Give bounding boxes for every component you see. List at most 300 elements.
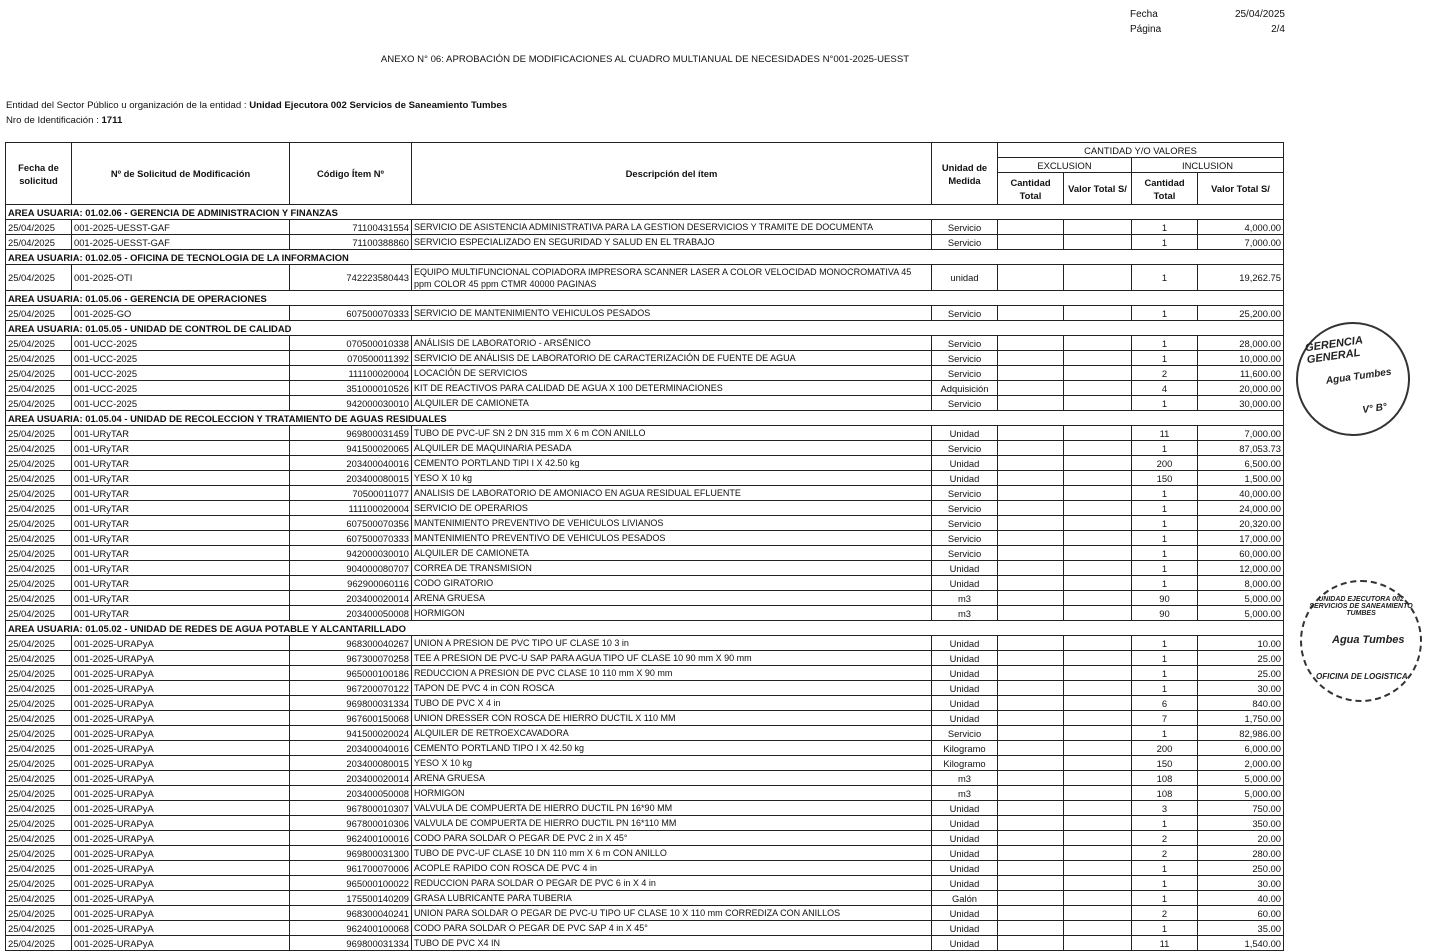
cell-solicitud: 001-UCC-2025 — [72, 396, 290, 411]
cell-incl-valor: 24,000.00 — [1198, 501, 1284, 516]
cell-unidad: Unidad — [932, 846, 998, 861]
cell-excl-cantidad — [998, 591, 1064, 606]
cell-incl-valor: 25.00 — [1198, 666, 1284, 681]
cell-excl-valor — [1064, 591, 1132, 606]
cell-incl-valor: 5,000.00 — [1198, 591, 1284, 606]
cell-descripcion: ALQUILER DE CAMIONETA — [412, 396, 932, 411]
cell-descripcion: ALQUILER DE RETROEXCAVADORA — [412, 726, 932, 741]
cell-solicitud: 001-2025-URAPyA — [72, 636, 290, 651]
cell-codigo: 070500011392 — [290, 351, 412, 366]
cell-descripcion: SERVICIO DE ANÁLISIS DE LABORATORIO DE CARACTERIZACIÓN DE FUENTE DE AGUA — [412, 351, 932, 366]
cell-solicitud: 001-2025-URAPyA — [72, 831, 290, 846]
cell-unidad: Unidad — [932, 471, 998, 486]
cell-solicitud: 001-2025-URAPyA — [72, 801, 290, 816]
cell-excl-valor — [1064, 441, 1132, 456]
stamp2-text: UNIDAD EJECUTORA 002 SERVICIOS DE SANEAMIENTO TUMBES — [1309, 596, 1413, 617]
cell-excl-valor — [1064, 921, 1132, 936]
document-title: ANEXO N° 06: APROBACIÓN DE MODIFICACIONES AL CUADRO MULTIANUAL DE NECESIDADES N°001-2025-UESST — [380, 54, 910, 65]
cell-incl-cantidad: 1 — [1132, 516, 1198, 531]
stamp1-text: GERENCIA GENERAL — [1304, 334, 1364, 367]
col-solicitud: Nº de Solicitud de Modificación — [72, 143, 290, 205]
table-row — [6, 831, 1284, 846]
col-incl-cantidad: Cantidad Total — [1132, 173, 1198, 205]
cell-fecha: 25/04/2025 — [6, 381, 72, 396]
cell-excl-cantidad — [998, 846, 1064, 861]
cell-unidad: Unidad — [932, 456, 998, 471]
cell-incl-cantidad: 1 — [1132, 220, 1198, 235]
cell-solicitud: 001-URyTAR — [72, 426, 290, 441]
table-row — [6, 531, 1284, 546]
cell-codigo: 70500011077 — [290, 486, 412, 501]
cell-unidad: Unidad — [932, 936, 998, 951]
cell-excl-valor — [1064, 471, 1132, 486]
cell-solicitud: 001-URyTAR — [72, 486, 290, 501]
cell-fecha: 25/04/2025 — [6, 501, 72, 516]
cell-descripcion: CEMENTO PORTLAND TIPI I X 42.50 kg — [412, 456, 932, 471]
cell-descripcion: CEMENTO PORTLAND TIPO I X 42.50 kg — [412, 741, 932, 756]
cell-codigo: 962400100016 — [290, 831, 412, 846]
col-excl-valor: Valor Total S/ — [1064, 173, 1132, 205]
cell-unidad: Unidad — [932, 651, 998, 666]
cell-solicitud: 001-2025-UESST-GAF — [72, 235, 290, 250]
cell-incl-valor: 30.00 — [1198, 681, 1284, 696]
cell-solicitud: 001-2025-GO — [72, 306, 290, 321]
cell-unidad: Servicio — [932, 726, 998, 741]
cell-codigo: 967800010307 — [290, 801, 412, 816]
cell-codigo: 968300040267 — [290, 636, 412, 651]
cell-excl-valor — [1064, 771, 1132, 786]
cell-fecha: 25/04/2025 — [6, 546, 72, 561]
cell-codigo: 111100020004 — [290, 501, 412, 516]
cell-solicitud: 001-UCC-2025 — [72, 336, 290, 351]
cell-excl-cantidad — [998, 861, 1064, 876]
cell-excl-valor — [1064, 936, 1132, 951]
cell-incl-cantidad: 200 — [1132, 456, 1198, 471]
cell-excl-cantidad — [998, 220, 1064, 235]
cell-excl-valor — [1064, 681, 1132, 696]
table-row — [6, 726, 1284, 741]
cell-codigo: 070500010338 — [290, 336, 412, 351]
cell-incl-valor: 8,000.00 — [1198, 576, 1284, 591]
cell-unidad: Servicio — [932, 441, 998, 456]
gerencia-general-stamp — [1289, 315, 1418, 444]
cell-descripcion: MANTENIMIENTO PREVENTIVO DE VEHICULOS LIVIANOS — [412, 516, 932, 531]
cell-descripcion: TUBO DE PVC X 4 in — [412, 696, 932, 711]
cell-descripcion: LOCACIÓN DE SERVICIOS — [412, 366, 932, 381]
table-row — [6, 861, 1284, 876]
table-row — [6, 306, 1284, 321]
table-row — [6, 846, 1284, 861]
cell-incl-valor: 280.00 — [1198, 846, 1284, 861]
cell-codigo: 203400040016 — [290, 741, 412, 756]
cell-codigo: 967600150068 — [290, 711, 412, 726]
cell-fecha: 25/04/2025 — [6, 306, 72, 321]
cell-unidad: m3 — [932, 606, 998, 621]
cell-incl-valor: 87,053.73 — [1198, 441, 1284, 456]
cell-descripcion: CODO PARA SOLDAR O PEGAR DE PVC 2 in X 45° — [412, 831, 932, 846]
cell-solicitud: 001-2025-URAPyA — [72, 651, 290, 666]
cell-codigo: 969800031334 — [290, 696, 412, 711]
cell-incl-valor: 17,000.00 — [1198, 531, 1284, 546]
table-row — [6, 516, 1284, 531]
cell-incl-valor: 6,500.00 — [1198, 456, 1284, 471]
cell-solicitud: 001-2025-UESST-GAF — [72, 220, 290, 235]
cell-incl-valor: 60.00 — [1198, 906, 1284, 921]
id-value: 1711 — [101, 115, 123, 126]
table-row — [6, 426, 1284, 441]
cell-incl-valor: 2,000.00 — [1198, 756, 1284, 771]
cell-fecha: 25/04/2025 — [6, 771, 72, 786]
cell-incl-cantidad: 1 — [1132, 531, 1198, 546]
cell-solicitud: 001-2025-URAPyA — [72, 891, 290, 906]
cell-excl-valor — [1064, 756, 1132, 771]
cell-excl-valor — [1064, 666, 1132, 681]
cell-solicitud: 001-URyTAR — [72, 606, 290, 621]
cell-incl-cantidad: 1 — [1132, 265, 1198, 291]
cell-excl-cantidad — [998, 756, 1064, 771]
cell-excl-valor — [1064, 235, 1132, 250]
cell-incl-valor: 30.00 — [1198, 876, 1284, 891]
cell-descripcion: YESO X 10 kg — [412, 756, 932, 771]
cell-incl-valor: 5,000.00 — [1198, 606, 1284, 621]
table-row — [6, 576, 1284, 591]
cell-codigo: 203400050008 — [290, 606, 412, 621]
cell-descripcion: REDUCCION PARA SOLDAR O PEGAR DE PVC 6 in X 4 in — [412, 876, 932, 891]
cell-fecha: 25/04/2025 — [6, 726, 72, 741]
cell-solicitud: 001-2025-URAPyA — [72, 726, 290, 741]
page-meta — [1130, 9, 1285, 39]
cell-fecha: 25/04/2025 — [6, 756, 72, 771]
cell-solicitud: 001-2025-URAPyA — [72, 816, 290, 831]
cell-excl-valor — [1064, 816, 1132, 831]
cell-excl-valor — [1064, 831, 1132, 846]
col-exclusion: EXCLUSION — [998, 158, 1132, 173]
cell-incl-cantidad: 2 — [1132, 831, 1198, 846]
cell-incl-valor: 60,000.00 — [1198, 546, 1284, 561]
cell-unidad: Unidad — [932, 831, 998, 846]
cell-fecha: 25/04/2025 — [6, 516, 72, 531]
cell-excl-cantidad — [998, 651, 1064, 666]
cell-codigo: 71100388860 — [290, 235, 412, 250]
cell-solicitud: 001-URyTAR — [72, 501, 290, 516]
cell-excl-valor — [1064, 486, 1132, 501]
cell-fecha: 25/04/2025 — [6, 876, 72, 891]
cell-descripcion: VALVULA DE COMPUERTA DE HIERRO DUCTIL PN 16*110 MM — [412, 816, 932, 831]
cell-excl-valor — [1064, 786, 1132, 801]
cell-excl-cantidad — [998, 471, 1064, 486]
cell-unidad: Unidad — [932, 816, 998, 831]
cell-codigo: 967800010306 — [290, 816, 412, 831]
cell-codigo: 203400040016 — [290, 456, 412, 471]
cell-codigo: 967200070122 — [290, 681, 412, 696]
cell-unidad: m3 — [932, 591, 998, 606]
cell-fecha: 25/04/2025 — [6, 531, 72, 546]
cell-unidad: Servicio — [932, 336, 998, 351]
entity-info — [6, 98, 507, 128]
cell-incl-valor: 40,000.00 — [1198, 486, 1284, 501]
cell-excl-cantidad — [998, 921, 1064, 936]
cell-incl-valor: 5,000.00 — [1198, 771, 1284, 786]
cell-incl-cantidad: 108 — [1132, 786, 1198, 801]
fecha-value: 25/04/2025 — [1234, 9, 1285, 20]
cell-codigo: 607500070356 — [290, 516, 412, 531]
cell-codigo: 941500020065 — [290, 441, 412, 456]
table-row — [6, 816, 1284, 831]
cell-fecha: 25/04/2025 — [6, 786, 72, 801]
cell-incl-valor: 750.00 — [1198, 801, 1284, 816]
cell-solicitud: 001-UCC-2025 — [72, 366, 290, 381]
cell-fecha: 25/04/2025 — [6, 831, 72, 846]
cell-descripcion: CORREA DE TRANSMISION — [412, 561, 932, 576]
cell-excl-cantidad — [998, 265, 1064, 291]
cell-unidad: Unidad — [932, 561, 998, 576]
cell-incl-valor: 7,000.00 — [1198, 235, 1284, 250]
cell-descripcion: CODO GIRATORIO — [412, 576, 932, 591]
cell-descripcion: TUBO DE PVC-UF SN 2 DN 315 mm X 6 m CON ANILLO — [412, 426, 932, 441]
cell-descripcion: KIT DE REACTIVOS PARA CALIDAD DE AGUA X 100 DETERMINACIONES — [412, 381, 932, 396]
cell-incl-valor: 7,000.00 — [1198, 426, 1284, 441]
cell-excl-valor — [1064, 426, 1132, 441]
cell-codigo: 962400100068 — [290, 921, 412, 936]
cell-fecha: 25/04/2025 — [6, 681, 72, 696]
cell-excl-cantidad — [998, 426, 1064, 441]
cell-unidad: Unidad — [932, 801, 998, 816]
cell-unidad: Unidad — [932, 636, 998, 651]
cell-incl-cantidad: 1 — [1132, 501, 1198, 516]
pagina-value: 2/4 — [1271, 24, 1285, 35]
cell-excl-valor — [1064, 876, 1132, 891]
cell-excl-cantidad — [998, 336, 1064, 351]
cell-solicitud: 001-URyTAR — [72, 441, 290, 456]
cell-excl-cantidad — [998, 531, 1064, 546]
cell-excl-cantidad — [998, 936, 1064, 951]
cell-excl-valor — [1064, 861, 1132, 876]
cell-fecha: 25/04/2025 — [6, 936, 72, 951]
cell-incl-valor: 250.00 — [1198, 861, 1284, 876]
cell-unidad: Unidad — [932, 861, 998, 876]
cell-excl-valor — [1064, 891, 1132, 906]
cell-descripcion: SERVICIO DE MANTENIMIENTO VEHICULOS PESADOS — [412, 306, 932, 321]
cell-incl-cantidad: 1 — [1132, 921, 1198, 936]
cell-incl-cantidad: 108 — [1132, 771, 1198, 786]
cell-incl-valor: 12,000.00 — [1198, 561, 1284, 576]
cell-unidad: Servicio — [932, 486, 998, 501]
cell-codigo: 904000080707 — [290, 561, 412, 576]
table-row — [6, 546, 1284, 561]
table-row — [6, 561, 1284, 576]
needs-table — [5, 142, 1284, 951]
cell-descripcion: UNION PARA SOLDAR O PEGAR DE PVC-U TIPO UF CLASE 10 X 110 mm CORREDIZA CON ANILLOS — [412, 906, 932, 921]
cell-excl-valor — [1064, 726, 1132, 741]
table-row — [6, 591, 1284, 606]
cell-fecha: 25/04/2025 — [6, 696, 72, 711]
cell-incl-cantidad: 4 — [1132, 381, 1198, 396]
cell-unidad: m3 — [932, 786, 998, 801]
table-row — [6, 636, 1284, 651]
cell-solicitud: 001-2025-OTI — [72, 265, 290, 291]
cell-solicitud: 001-URyTAR — [72, 591, 290, 606]
cell-unidad: Kilogramo — [932, 756, 998, 771]
cell-incl-cantidad: 1 — [1132, 441, 1198, 456]
cell-codigo: 969800031300 — [290, 846, 412, 861]
cell-fecha: 25/04/2025 — [6, 861, 72, 876]
fecha-label: Fecha — [1130, 9, 1158, 20]
cell-excl-valor — [1064, 381, 1132, 396]
area-label: AREA USUARIA: 01.02.05 - OFICINA DE TECNOLOGIA DE LA INFORMACION — [6, 250, 1284, 265]
cell-solicitud: 001-2025-URAPyA — [72, 711, 290, 726]
cell-unidad: m3 — [932, 771, 998, 786]
cell-excl-cantidad — [998, 576, 1064, 591]
cell-codigo: 969800031334 — [290, 936, 412, 951]
cell-descripcion: MANTENIMIENTO PREVENTIVO DE VEHICULOS PESADOS — [412, 531, 932, 546]
table-row — [6, 651, 1284, 666]
cell-incl-valor: 35.00 — [1198, 921, 1284, 936]
cell-incl-cantidad: 1 — [1132, 546, 1198, 561]
table-row — [6, 381, 1284, 396]
cell-fecha: 25/04/2025 — [6, 651, 72, 666]
table-row — [6, 471, 1284, 486]
area-label: AREA USUARIA: 01.05.06 - GERENCIA DE OPERACIONES — [6, 291, 1284, 306]
col-inclusion: INCLUSION — [1132, 158, 1284, 173]
cell-fecha: 25/04/2025 — [6, 486, 72, 501]
cell-solicitud: 001-2025-URAPyA — [72, 771, 290, 786]
cell-unidad: Servicio — [932, 306, 998, 321]
cell-unidad: unidad — [932, 265, 998, 291]
cell-incl-valor: 1,500.00 — [1198, 471, 1284, 486]
cell-excl-valor — [1064, 561, 1132, 576]
cell-unidad: Unidad — [932, 576, 998, 591]
cell-fecha: 25/04/2025 — [6, 471, 72, 486]
cell-incl-valor: 10.00 — [1198, 636, 1284, 651]
cell-excl-valor — [1064, 265, 1132, 291]
cell-fecha: 25/04/2025 — [6, 561, 72, 576]
cell-codigo: 71100431554 — [290, 220, 412, 235]
cell-excl-valor — [1064, 801, 1132, 816]
cell-fecha: 25/04/2025 — [6, 220, 72, 235]
cell-excl-valor — [1064, 636, 1132, 651]
cell-excl-cantidad — [998, 306, 1064, 321]
entity-label: Entidad del Sector Público u organización de la entidad : — [6, 100, 247, 111]
cell-excl-valor — [1064, 741, 1132, 756]
cell-incl-cantidad: 1 — [1132, 636, 1198, 651]
cell-excl-cantidad — [998, 696, 1064, 711]
cell-incl-cantidad: 200 — [1132, 741, 1198, 756]
cell-excl-cantidad — [998, 381, 1064, 396]
cell-incl-cantidad: 11 — [1132, 426, 1198, 441]
stamp2-logo: Agua Tumbes — [1332, 634, 1405, 646]
cell-fecha: 25/04/2025 — [6, 441, 72, 456]
cell-codigo: 111100020004 — [290, 366, 412, 381]
cell-unidad: Servicio — [932, 366, 998, 381]
cell-fecha: 25/04/2025 — [6, 741, 72, 756]
cell-excl-cantidad — [998, 801, 1064, 816]
logistica-stamp — [1300, 580, 1422, 702]
cell-descripcion: TAPON DE PVC 4 in CON ROSCA — [412, 681, 932, 696]
table-row — [6, 265, 1284, 291]
cell-incl-valor: 25,200.00 — [1198, 306, 1284, 321]
cell-incl-cantidad: 150 — [1132, 471, 1198, 486]
cell-codigo: 968300040241 — [290, 906, 412, 921]
cell-codigo: 203400020014 — [290, 591, 412, 606]
cell-incl-valor: 40.00 — [1198, 891, 1284, 906]
cell-excl-cantidad — [998, 396, 1064, 411]
table-row — [6, 711, 1284, 726]
cell-incl-valor: 10,000.00 — [1198, 351, 1284, 366]
cell-incl-valor: 20,320.00 — [1198, 516, 1284, 531]
cell-descripcion: REDUCCION A PRESION DE PVC CLASE 10 110 mm X 90 mm — [412, 666, 932, 681]
cell-fecha: 25/04/2025 — [6, 591, 72, 606]
area-label: AREA USUARIA: 01.05.05 - UNIDAD DE CONTROL DE CALIDAD — [6, 321, 1284, 336]
cell-solicitud: 001-2025-URAPyA — [72, 666, 290, 681]
cell-excl-valor — [1064, 696, 1132, 711]
cell-codigo: 203400080015 — [290, 471, 412, 486]
col-unidad: Unidad de Medida — [932, 143, 998, 205]
cell-incl-valor: 30,000.00 — [1198, 396, 1284, 411]
cell-incl-cantidad: 2 — [1132, 846, 1198, 861]
cell-incl-cantidad: 1 — [1132, 666, 1198, 681]
cell-excl-valor — [1064, 651, 1132, 666]
table-row — [6, 921, 1284, 936]
cell-excl-valor — [1064, 516, 1132, 531]
cell-fecha: 25/04/2025 — [6, 336, 72, 351]
table-body — [6, 205, 1284, 951]
cell-solicitud: 001-2025-URAPyA — [72, 756, 290, 771]
col-descripcion: Descripción del ítem — [412, 143, 932, 205]
cell-unidad: Servicio — [932, 396, 998, 411]
cell-incl-valor: 11,600.00 — [1198, 366, 1284, 381]
cell-incl-cantidad: 1 — [1132, 651, 1198, 666]
cell-fecha: 25/04/2025 — [6, 711, 72, 726]
table-row — [6, 666, 1284, 681]
table-row — [6, 756, 1284, 771]
area-row — [6, 291, 1284, 306]
cell-codigo: 962900060116 — [290, 576, 412, 591]
cell-unidad: Adquisición — [932, 381, 998, 396]
cell-fecha: 25/04/2025 — [6, 846, 72, 861]
table-row — [6, 396, 1284, 411]
cell-incl-valor: 20,000.00 — [1198, 381, 1284, 396]
cell-incl-valor: 19,262.75 — [1198, 265, 1284, 291]
area-row — [6, 205, 1284, 220]
area-row — [6, 321, 1284, 336]
cell-incl-valor: 82,986.00 — [1198, 726, 1284, 741]
entity-name: Unidad Ejecutora 002 Servicios de Saneamiento Tumbes — [249, 100, 508, 111]
stamp2-bottom: OFICINA DE LOGISTICA — [1316, 672, 1408, 681]
cell-solicitud: 001-2025-URAPyA — [72, 741, 290, 756]
cell-excl-valor — [1064, 336, 1132, 351]
cell-solicitud: 001-UCC-2025 — [72, 351, 290, 366]
cell-incl-cantidad: 1 — [1132, 576, 1198, 591]
cell-excl-valor — [1064, 846, 1132, 861]
cell-incl-cantidad: 1 — [1132, 861, 1198, 876]
cell-solicitud: 001-URyTAR — [72, 576, 290, 591]
cell-incl-cantidad: 1 — [1132, 891, 1198, 906]
cell-solicitud: 001-URyTAR — [72, 516, 290, 531]
cell-excl-cantidad — [998, 726, 1064, 741]
cell-incl-cantidad: 3 — [1132, 801, 1198, 816]
cell-descripcion: HORMIGON — [412, 786, 932, 801]
cell-unidad: Unidad — [932, 696, 998, 711]
cell-descripcion: TUBO DE PVC X4 IN — [412, 936, 932, 951]
cell-descripcion: TUBO DE PVC-UF CLASE 10 DN 110 mm X 6 m CON ANILLO — [412, 846, 932, 861]
cell-incl-cantidad: 1 — [1132, 396, 1198, 411]
cell-fecha: 25/04/2025 — [6, 426, 72, 441]
cell-codigo: 203400020014 — [290, 771, 412, 786]
cell-codigo: 607500070333 — [290, 306, 412, 321]
cell-excl-valor — [1064, 546, 1132, 561]
table-row — [6, 235, 1284, 250]
cell-unidad: Servicio — [932, 351, 998, 366]
